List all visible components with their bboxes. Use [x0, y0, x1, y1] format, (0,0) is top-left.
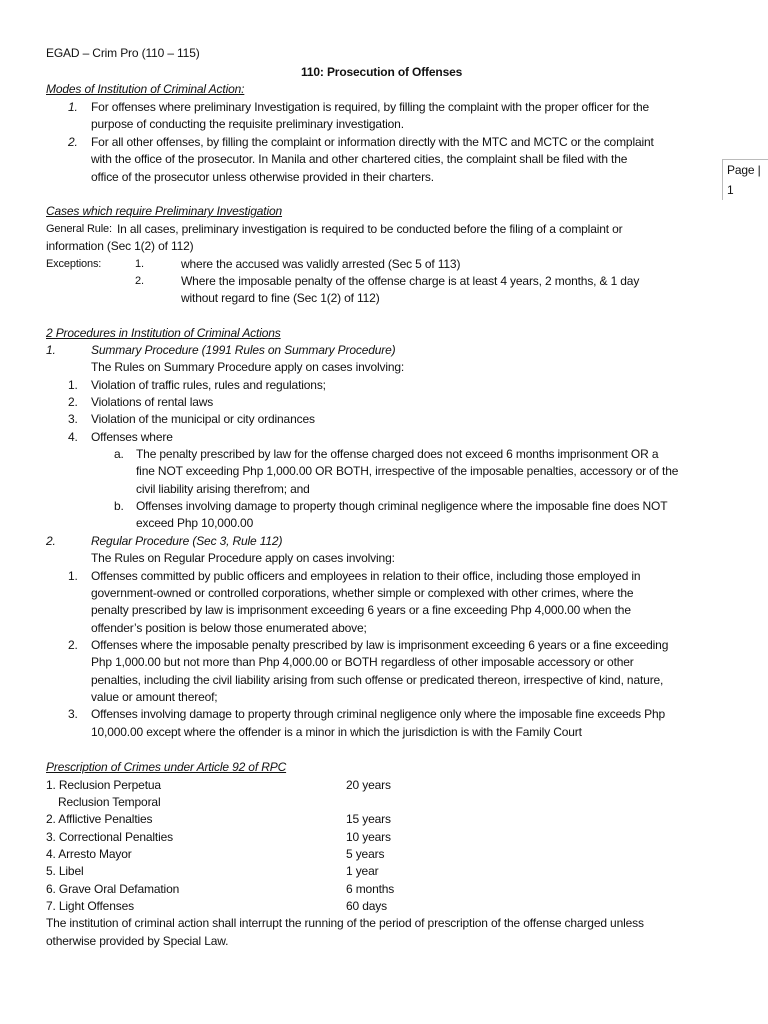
summary-title: Summary Procedure (1991 Rules on Summary Procedure): [91, 343, 396, 357]
summary-item: Violations of rental laws: [91, 395, 214, 409]
prescription-label: 2. Afflictive Penalties: [46, 812, 153, 826]
regular-item-line: value or amount thereof;: [91, 690, 218, 704]
modes-item-line: with the office of the prosecutor. In Manila and other chartered cities, the complaint shall be filed with the: [91, 152, 628, 166]
page-number: 1: [727, 183, 734, 197]
regular-item-line: penalty prescribed by law is imprisonment exceeding 6 years or a fine exceeding Php 4,000.00 when the: [91, 603, 631, 617]
summary-sub-line: exceed Php 10,000.00: [136, 516, 254, 530]
summary-item-number: 4.: [68, 430, 78, 444]
prescription-label: 4. Arresto Mayor: [46, 847, 132, 861]
prescription-label: Reclusion Temporal: [58, 795, 161, 809]
regular-item-line: Offenses committed by public officers and employees in relation to their office, including those employed in: [91, 569, 641, 583]
modes-item-number: 2.: [68, 135, 78, 149]
regular-item-number: 2.: [68, 638, 78, 652]
regular-item-line: Php 1,000.00 but not more than Php 4,000.00 or BOTH regardless of other imposable accessory or other: [91, 655, 634, 669]
general-rule-label: General Rule:: [46, 223, 112, 235]
regular-item-line: offender’s position is below those enumerated above;: [91, 621, 367, 635]
prescription-value: 5 years: [346, 847, 385, 861]
closing-line: The institution of criminal action shall interrupt the running of the period of prescription of the offense charged unless: [46, 916, 644, 930]
summary-item-number: 2.: [68, 395, 78, 409]
regular-item-line: 10,000.00 except where the offender is a minor in which the jurisdiction is with the Family Court: [91, 725, 582, 739]
prescription-heading: Prescription of Crimes under Article 92 of RPC: [46, 760, 287, 774]
summary-number: 1.: [46, 343, 56, 357]
general-rule-line: In all cases, preliminary investigation is required to be conducted before the filing of a complaint or: [117, 222, 623, 236]
pi-heading: Cases which require Preliminary Investigation: [46, 204, 283, 218]
prescription-value: 6 months: [346, 882, 395, 896]
regular-item-line: government-owned or controlled corporations, whether simple or complexed with other crimes, where the: [91, 586, 634, 600]
exceptions-label: Exceptions:: [46, 258, 102, 270]
prescription-value: 1 year: [346, 864, 379, 878]
summary-sub-line: fine NOT exceeding Php 1,000.00 OR BOTH, irrespective of the imposable penalties, accessory or of the: [136, 464, 679, 478]
summary-sub-line: Offenses involving damage to property though criminal negligence where the imposable fine does NOT: [136, 499, 668, 513]
summary-item: Violation of the municipal or city ordinances: [91, 412, 315, 426]
summary-sub-number: b.: [114, 499, 124, 513]
prescription-value: 20 years: [346, 778, 391, 792]
regular-number: 2.: [46, 534, 56, 548]
page-label: Page |: [727, 163, 761, 177]
page-title: 110: Prosecution of Offenses: [301, 65, 463, 79]
regular-title: Regular Procedure (Sec 3, Rule 112): [91, 534, 283, 548]
procedures-heading: 2 Procedures in Institution of Criminal Actions: [46, 326, 281, 340]
regular-item-line: penalties, including the civil liability arising from such offense or predicated thereon, irrespective of kind, nature,: [91, 673, 664, 687]
exception-number: 2.: [135, 275, 144, 287]
modes-item-line: purpose of conducting the requisite preliminary investigation.: [91, 117, 404, 131]
exception-line: Where the imposable penalty of the offense charge is at least 4 years, 2 months, & 1 day: [181, 274, 640, 288]
general-rule-line: information (Sec 1(2) of 112): [46, 239, 194, 253]
exception-line: without regard to fine (Sec 1(2) of 112): [181, 291, 380, 305]
regular-intro: The Rules on Regular Procedure apply on cases involving:: [91, 551, 395, 565]
prescription-value: 15 years: [346, 812, 391, 826]
exception-line: where the accused was validly arrested (Sec 5 of 113): [181, 257, 461, 271]
prescription-label: 3. Correctional Penalties: [46, 830, 173, 844]
modes-item-line: office of the prosecutor unless otherwise provided in their charters.: [91, 170, 434, 184]
regular-item-line: Offenses involving damage to property through criminal negligence only where the imposable fine exceeds Php: [91, 707, 666, 721]
summary-intro: The Rules on Summary Procedure apply on cases involving:: [91, 360, 405, 374]
modes-heading: Modes of Institution of Criminal Action:: [46, 82, 245, 96]
summary-item: Violation of traffic rules, rules and regulations;: [91, 378, 326, 392]
summary-sub-number: a.: [114, 447, 124, 461]
summary-sub-line: civil liability arising therefrom; and: [136, 482, 310, 496]
prescription-label: 1. Reclusion Perpetua: [46, 778, 161, 792]
summary-item-number: 1.: [68, 378, 78, 392]
closing-line: otherwise provided by Special Law.: [46, 934, 229, 948]
summary-item: Offenses where: [91, 430, 173, 444]
prescription-label: 7. Light Offenses: [46, 899, 134, 913]
modes-item-line: For all other offenses, by filling the complaint or information directly with the MTC and MCTC or the complaint: [91, 135, 654, 149]
summary-item-number: 3.: [68, 412, 78, 426]
modes-item-number: 1.: [68, 100, 78, 114]
modes-item-line: For offenses where preliminary Investigation is required, by filling the complaint with the proper officer for the: [91, 100, 650, 114]
document-header: EGAD – Crim Pro (110 – 115): [46, 46, 200, 60]
prescription-label: 6. Grave Oral Defamation: [46, 882, 180, 896]
prescription-label: 5. Libel: [46, 864, 84, 878]
summary-sub-line: The penalty prescribed by law for the offense charged does not exceed 6 months imprisonment OR a: [136, 447, 659, 461]
exception-number: 1.: [135, 258, 144, 270]
prescription-value: 10 years: [346, 830, 391, 844]
regular-item-number: 3.: [68, 707, 78, 721]
regular-item-number: 1.: [68, 569, 78, 583]
regular-item-line: Offenses where the imposable penalty prescribed by law is imprisonment exceeding 6 years or a fine exceeding: [91, 638, 669, 652]
prescription-value: 60 days: [346, 899, 387, 913]
